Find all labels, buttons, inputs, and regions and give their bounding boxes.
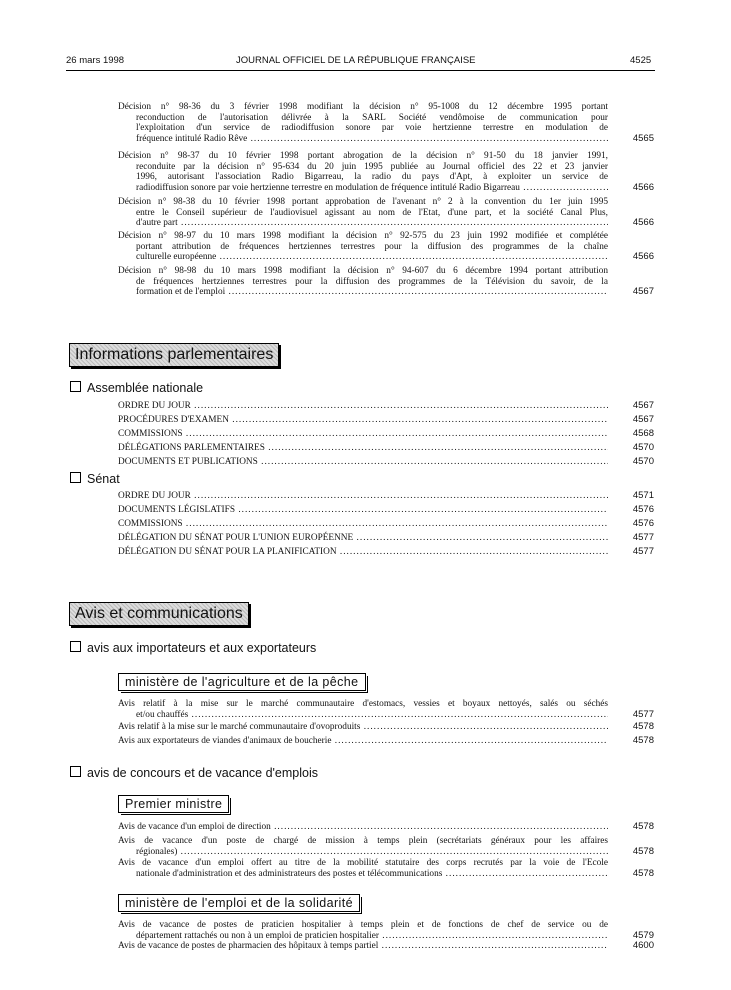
- list-item: [118, 197, 654, 229]
- importateurs-heading: [70, 641, 316, 655]
- concours-heading: [70, 766, 318, 780]
- senat-heading: [70, 472, 120, 486]
- toc-label: DOCUMENTS ET PUBLICATIONS .....: [118, 455, 608, 469]
- entry-line: Décision n° 98-97 du 10 mars 1998 modifiant la décision n° 92-575 du 23 juin 1992 modifiée et complétée: [118, 231, 608, 241]
- toc-row: [118, 455, 654, 469]
- page-number: 4570: [632, 442, 654, 453]
- entry-line: et/ou chauffés .....: [118, 710, 608, 721]
- toc-label: DÉLÉGATIONS PARLEMENTAIRES .....: [118, 441, 608, 455]
- page-number: 4567: [632, 286, 654, 297]
- list-item: [118, 266, 654, 298]
- list-item: [118, 151, 654, 193]
- list-item: [118, 836, 654, 857]
- entry-line: régionales) .....: [118, 847, 608, 858]
- entry-line: Avis de vacance d'un poste de chargé de mission à temps plein (secrétariats généraux pour les affaires: [118, 836, 608, 846]
- toc-row: [118, 545, 654, 559]
- entry-line: Avis de vacance d'un emploi de direction .....: [118, 822, 608, 833]
- page-number: 4576: [632, 504, 654, 515]
- toc-row: [118, 517, 654, 531]
- toc-row: [118, 531, 654, 545]
- list-item: [118, 231, 654, 263]
- page-number: 4567: [632, 414, 654, 425]
- toc-label: COMMISSIONS .....: [118, 517, 608, 531]
- toc-label: PROCÉDURES D'EXAMEN .....: [118, 413, 608, 427]
- page-number: 4577: [632, 546, 654, 557]
- entry-line: Décision n° 98-37 du 10 février 1998 portant abrogation de la décision n° 91-50 du 18 janvier 1991,: [118, 151, 608, 161]
- ministry-agriculture-box: ministère de l'agriculture et de la pêche: [118, 673, 366, 691]
- assemblee-heading: [70, 381, 203, 395]
- entry-line: culturelle européenne .....: [118, 252, 608, 263]
- senat-title: Sénat: [87, 472, 120, 486]
- page-number: 4578: [632, 867, 654, 879]
- entry-line: portant attribution de fréquences hertziennes terrestres pour la diffusion des programmes de la chaîne: [136, 241, 608, 252]
- toc-label: DÉLÉGATION DU SÉNAT POUR L'UNION EUROPÉENNE .....: [118, 531, 608, 545]
- checkbox-square-icon: [70, 641, 81, 652]
- ministry-premier-box: Premier ministre: [118, 795, 229, 813]
- page-number: 4578: [632, 721, 654, 732]
- concours-title: avis de concours et de vacance d'emplois: [87, 766, 318, 780]
- list-item: [118, 722, 654, 733]
- entry-line: Décision n° 98-38 du 10 février 1998 portant approbation de l'avenant n° 2 à la convention du 1er juin 1995: [118, 197, 608, 207]
- page-number: 4578: [632, 821, 654, 832]
- toc-row: [118, 503, 654, 517]
- page-number: 4570: [632, 456, 654, 467]
- page-number: 4566: [632, 217, 654, 228]
- section-avis-communications: Avis et communications: [69, 602, 249, 626]
- list-item: [118, 822, 654, 833]
- entry-line: l'exploitation d'un service de radiodiffusion sonore par voie hertzienne terrestre en modulation de: [136, 123, 608, 133]
- importateurs-title: avis aux importateurs et aux exportateurs: [87, 641, 317, 655]
- page-number: 4566: [632, 181, 654, 193]
- entry-line: Avis de vacance de postes de praticien hospitalier à temps plein et de fonctions de chef de service ou de: [118, 920, 608, 930]
- page-number: 4567: [632, 400, 654, 411]
- toc-label: COMMISSIONS .....: [118, 427, 608, 441]
- checkbox-square-icon: [70, 472, 81, 483]
- entry-line: Décision n° 98-98 du 10 mars 1998 modifiant la décision n° 94-607 du 6 décembre 1994 portant attribution: [118, 266, 608, 276]
- page-number: 4571: [632, 490, 654, 501]
- entry-line: nationale d'administration et des administrateurs des postes et télécommunications .....: [118, 869, 608, 880]
- toc-row: [118, 489, 654, 503]
- page-number: 4579: [632, 929, 654, 941]
- checkbox-square-icon: [70, 766, 81, 777]
- entry-line: de fréquences hertziennes terrestres pour la diffusion des programmes de la Télévision du savoir, de la: [136, 276, 608, 287]
- page-number: 4577: [632, 708, 654, 720]
- list-item: [118, 858, 654, 879]
- entry-line: formation et de l'emploi .....: [118, 287, 608, 298]
- list-item: [118, 920, 654, 941]
- toc-row: [118, 413, 654, 427]
- page-number: 4566: [632, 251, 654, 262]
- assemblee-title: Assemblée nationale: [87, 381, 204, 395]
- entry-line: reconduite par la décision n° 95-634 du 20 juin 1995 publiée au Journal officiel des 22 et 23 janvier: [136, 161, 608, 172]
- page-number: 4578: [632, 845, 654, 857]
- entry-line: fréquence intitulé Radio Rêve .....: [118, 134, 608, 145]
- entry-line: Avis de vacance d'un emploi offert au titre de la mobilité statutaire des corps recrutés par la voie de l'Ecole: [118, 858, 608, 868]
- toc-label: DÉLÉGATION DU SÉNAT POUR LA PLANIFICATION .....: [118, 545, 608, 559]
- toc-row: [118, 399, 654, 413]
- page-number: 4577: [632, 532, 654, 543]
- entry-line: 1996, autorisant l'association Radio Bigarreau, la radio du pays d'Apt, à exploiter un service de: [136, 172, 608, 182]
- entry-line: d'autre part .....: [118, 218, 608, 229]
- header-journal-title: JOURNAL OFFICIEL DE LA RÉPUBLIQUE FRANÇAISE: [236, 55, 476, 66]
- toc-row: [118, 441, 654, 455]
- header-page-number: 4525: [630, 55, 652, 66]
- header-rule: [66, 70, 655, 71]
- toc-label: ORDRE DU JOUR .....: [118, 399, 608, 413]
- list-item: [118, 941, 654, 952]
- header-date: 26 mars 1998: [66, 55, 125, 66]
- list-item: [118, 736, 654, 747]
- entry-line: radiodiffusion sonore par voie hertzienne terrestre en modulation de fréquence intitulé Radio Bigarreau .....: [118, 183, 608, 194]
- entry-line: département rattachés ou non à un emploi de praticien hospitalier .....: [118, 931, 608, 942]
- page-number: 4578: [632, 735, 654, 746]
- ministry-emploi-box: ministère de l'emploi et de la solidarité: [118, 894, 360, 912]
- list-item: [118, 699, 654, 720]
- entry-line: Avis aux exportateurs de viandes d'animaux de boucherie .....: [118, 736, 608, 747]
- entry-line: Avis relatif à la mise sur le marché communautaire d'ovoproduits .....: [118, 722, 608, 733]
- toc-label: ORDRE DU JOUR .....: [118, 489, 608, 503]
- entry-line: Décision n° 98-36 du 3 février 1998 modifiant la décision n° 95-1008 du 12 décembre 1995 portant: [118, 102, 608, 112]
- section-informations-parlementaires: Informations parlementaires: [69, 343, 279, 367]
- page-number: 4576: [632, 518, 654, 529]
- list-item: [118, 102, 654, 144]
- page-number: 4565: [632, 132, 654, 144]
- entry-line: entre le Conseil supérieur de l'audiovisuel agissant au nom de l'Etat, d'une part, et la société Canal Plus,: [136, 207, 608, 218]
- entry-line: Avis relatif à la mise sur le marché communautaire d'estomacs, vessies et boyaux nettoyés, salés ou séchés: [118, 699, 608, 709]
- toc-label: DOCUMENTS LÉGISLATIFS .....: [118, 503, 608, 517]
- entry-line: Avis de vacance de postes de pharmacien des hôpitaux à temps partiel .....: [118, 941, 608, 952]
- toc-row: [118, 427, 654, 441]
- page-number: 4568: [632, 428, 654, 439]
- entry-line: reconduction de l'autorisation délivrée à la SARL Société vendômoise de communication pour: [136, 112, 608, 123]
- checkbox-square-icon: [70, 381, 81, 392]
- page-number: 4600: [632, 940, 654, 951]
